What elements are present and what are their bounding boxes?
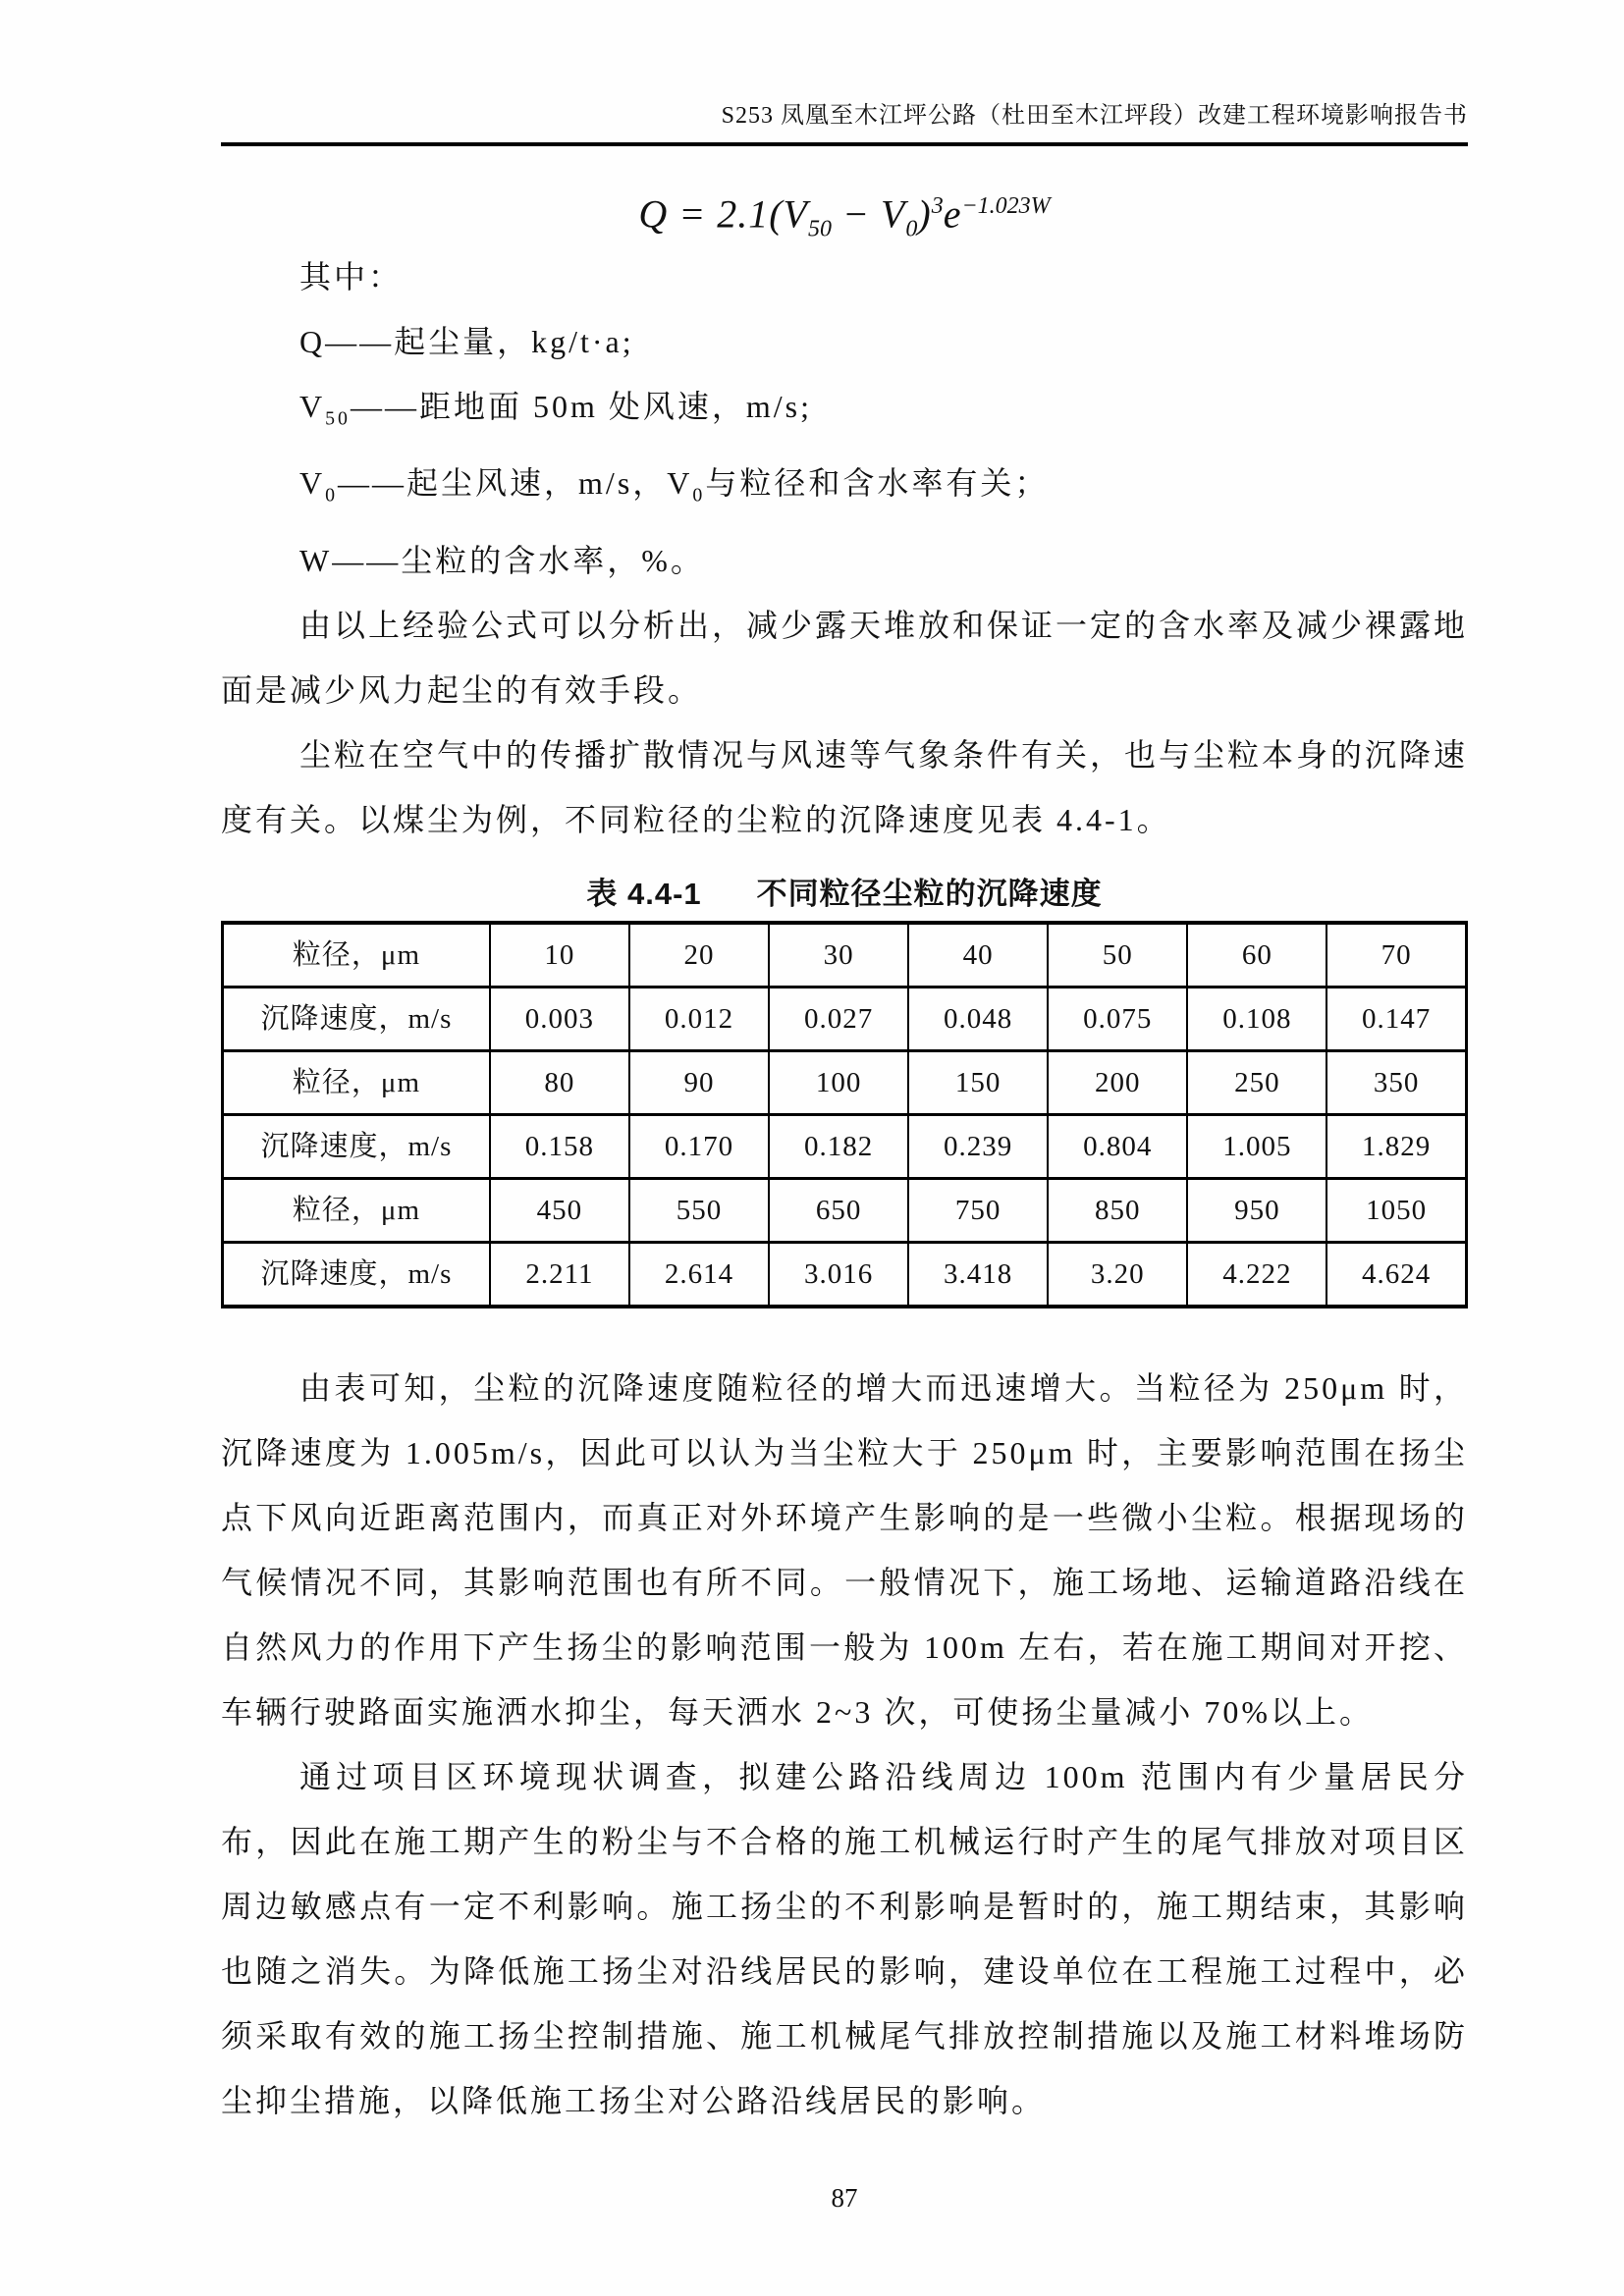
table-row-label: 沉降速度，m/s [223,1242,490,1307]
table-cell: 70 [1326,923,1466,988]
table-cell: 4.624 [1326,1242,1466,1307]
table-cell: 850 [1048,1178,1187,1242]
table-cell: 10 [490,923,629,988]
table-row [223,1242,1467,1307]
definition-line-q: Q——起尘量，kg/t·a; [299,324,634,359]
table-cell: 1.005 [1187,1114,1326,1178]
page-header [221,0,1468,131]
table-cell: 0.804 [1048,1114,1187,1178]
page-number: 87 [831,2182,858,2213]
table-cell: 50 [1048,923,1187,988]
table-cell: 2.211 [490,1242,629,1307]
definition-line-w: W——尘粒的含水率，%。 [299,542,705,578]
header-title: S253 凤凰至木江坪公路（杜田至木江坪段）改建工程环境影响报告书 [721,103,1468,129]
table-cell: 0.027 [769,987,908,1050]
table-cell: 30 [769,923,908,988]
definitions-lead: 其中： [299,259,404,294]
table-row [223,923,1467,988]
page-footer [221,2180,1468,2216]
table-cell: 3.016 [769,1242,908,1307]
table-cell: 60 [1187,923,1326,988]
table-caption [221,872,1468,917]
table-cell: 0.012 [629,987,769,1050]
body-paragraph-4: 通过项目区环境现状调查，拟建公路沿线周边 100m 范围内有少量居民分布，因此在施工期产生的粉尘与不合格的施工机械运行时产生的尾气排放对项目区周边敏感点有一定不利影响。施工扬尘的不利影响是暂时的，施工期结束，其影响也随之消失。为降低施工扬尘对沿线居民的影响，建设单位在工程施工过程中，必须采取有效的施工扬尘控制措施、施工机械尾气排放控制措施以及施工材料堆场防尘抑尘措施，以降低施工扬尘对公路沿线居民的影响。 [221,1758,1468,2118]
table-cell: 450 [490,1178,629,1242]
table-caption-label: 表 4.4-1 [586,876,702,911]
table-cell: 0.182 [769,1114,908,1178]
table-cell: 1050 [1326,1178,1466,1242]
table-row [223,1114,1467,1178]
table-row-label: 粒径，μm [223,1178,490,1242]
table-cell: 100 [769,1050,908,1114]
table-cell: 650 [769,1178,908,1242]
page-content [221,0,1468,2216]
table-row [223,1050,1467,1114]
table-cell: 0.075 [1048,987,1187,1050]
table-cell: 3.20 [1048,1242,1187,1307]
variable-definitions [221,244,1468,593]
table-row-label: 粒径，μm [292,938,420,971]
table-row [223,1178,1467,1242]
table-cell: 0.108 [1187,987,1326,1050]
table-caption-title: 不同粒径尘粒的沉降速度 [756,876,1103,911]
table-cell: 3.418 [908,1242,1048,1307]
table-cell: 150 [908,1050,1048,1114]
table-cell: 0.239 [908,1114,1048,1178]
table-cell: 0.170 [629,1114,769,1178]
table-cell: 90 [629,1050,769,1114]
header-rule [221,142,1468,146]
body-paragraph-2: 尘粒在空气中的传播扩散情况与风速等气象条件有关，也与尘粒本身的沉降速度有关。以煤尘为例，不同粒径的尘粒的沉降速度见表 4.4-1。 [221,736,1469,837]
definition-line-v50: $V_{50}——$距地面 50m 处风速，m/s; [299,389,812,430]
table-cell: 0.048 [908,987,1048,1050]
body-paragraph-1: 由以上经验公式可以分析出，减少露天堆放和保证一定的含水率及减少裸露地面是减少风力起尘的有效手段。 [221,607,1469,708]
table-cell: 250 [1187,1050,1326,1114]
table-row-label: 粒径，μm [223,1050,490,1114]
table-cell: 0.158 [490,1114,629,1178]
table-cell: 40 [908,923,1048,988]
table-cell: 750 [908,1178,1048,1242]
settling-velocity-table [221,921,1468,1308]
table-cell: 20 [629,923,769,988]
table-cell: 0.003 [490,987,629,1050]
table-cell: 2.614 [629,1242,769,1307]
table-cell: 4.222 [1187,1242,1326,1307]
body-paragraph-3: 由表可知，尘粒的沉降速度随粒径的增大而迅速增大。当粒径为 250μm 时，沉降速度为 1.005m/s，因此可以认为当尘粒大于 250μm 时，主要影响范围在扬尘点下风向近距离范围内，而真正对外环境产生影响的是一些微小尘粒。根据现场的气候情况不同，其影响范围也有所不同。一般情况下，施工场地、运输道路沿线在自然风力的作用下产生扬尘的影响范围一般为 100m 左右，若在施工期间对开挖、车辆行驶路面实施洒水抑尘，每天洒水 2~3 次，可使扬尘量减小 70%以上。 [221,1369,1468,1730]
table-row-label: 沉降速度，m/s [223,987,490,1050]
definition-line-v0: $V_0——$起尘风速，m/s，$V_0$与粒径和含水率有关； [299,465,1050,507]
table-cell: 350 [1326,1050,1466,1114]
table-cell: 950 [1187,1178,1326,1242]
table-cell: 0.147 [1326,987,1466,1050]
table-cell: 80 [490,1050,629,1114]
table-cell: 200 [1048,1050,1187,1114]
table-row-label: 沉降速度，m/s [223,1114,490,1178]
table-cell: 550 [629,1178,769,1242]
dust-emission-formula: $Q = 2.1(V_{50} - V_0)^3e^{-1.023W}$ [638,191,1051,242]
table-cell: 1.829 [1326,1114,1466,1178]
table-row [223,987,1467,1050]
